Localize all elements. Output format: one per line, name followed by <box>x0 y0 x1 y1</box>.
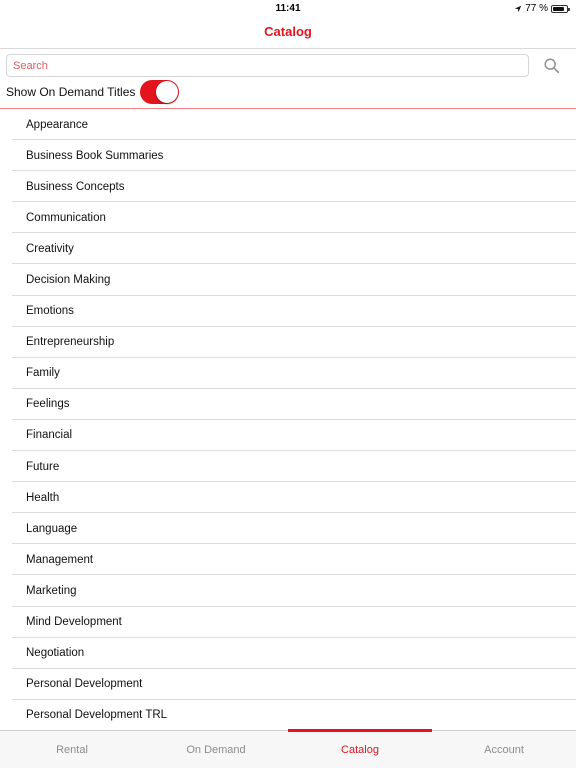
status-bar <box>0 0 576 17</box>
list-item[interactable]: Appearance <box>0 109 576 140</box>
battery-percentage: 77 % <box>525 3 548 14</box>
list-item[interactable]: Communication <box>0 202 576 233</box>
on-demand-toggle[interactable] <box>140 80 179 104</box>
tab-catalog[interactable]: Catalog <box>288 731 432 768</box>
list-item[interactable]: Business Concepts <box>0 171 576 202</box>
list-item[interactable]: Creativity <box>0 233 576 264</box>
list-item[interactable]: Personal Development <box>0 669 576 700</box>
list-item[interactable]: Personal Development TRL <box>0 700 576 730</box>
list-item[interactable]: Emotions <box>0 296 576 327</box>
list-item[interactable]: Marketing <box>0 575 576 606</box>
on-demand-toggle-label: Show On Demand Titles <box>6 85 136 99</box>
toggle-knob <box>156 81 178 103</box>
list-item[interactable]: Language <box>0 513 576 544</box>
list-item[interactable]: Entrepreneurship <box>0 327 576 358</box>
list-item[interactable]: Health <box>0 482 576 513</box>
tab-bar <box>0 730 576 768</box>
battery-icon <box>551 5 568 13</box>
tab-on-demand[interactable]: On Demand <box>186 743 246 756</box>
search-icon[interactable] <box>543 57 561 75</box>
list-item[interactable]: Family <box>0 358 576 389</box>
list-item[interactable]: Business Book Summaries <box>0 140 576 171</box>
tab-rental[interactable]: Rental <box>56 743 88 756</box>
status-indicators <box>514 3 568 14</box>
list-item[interactable]: Negotiation <box>0 638 576 669</box>
list-item[interactable]: Mind Development <box>0 607 576 638</box>
list-item[interactable]: Feelings <box>0 389 576 420</box>
location-arrow-icon <box>514 5 522 13</box>
list-item[interactable]: Decision Making <box>0 264 576 295</box>
catalog-category-list <box>0 109 576 730</box>
list-item[interactable]: Financial <box>0 420 576 451</box>
page-title: Catalog <box>264 24 312 39</box>
search-input[interactable] <box>6 54 529 77</box>
list-item[interactable]: Future <box>0 451 576 482</box>
tab-account[interactable]: Account <box>484 743 524 756</box>
on-demand-filter-row <box>6 80 179 104</box>
list-item[interactable]: Management <box>0 544 576 575</box>
header-divider <box>0 48 576 49</box>
status-time: 11:41 <box>275 3 301 14</box>
